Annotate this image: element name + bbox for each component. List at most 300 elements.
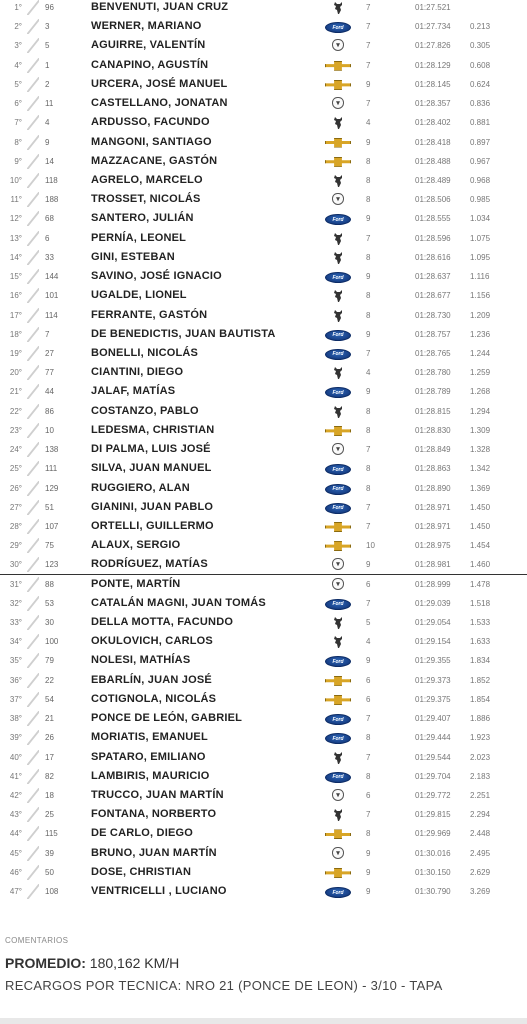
car-number-cell: 108 bbox=[45, 887, 59, 897]
driver-name-cell: MANGONI, SANTIAGO bbox=[91, 135, 212, 148]
table-row bbox=[0, 651, 527, 670]
lap-time-cell: 01:30.016 bbox=[415, 848, 451, 858]
laps-cell: 7 bbox=[366, 598, 371, 608]
table-row bbox=[0, 594, 527, 613]
gap-cell: 0.967 bbox=[470, 156, 491, 166]
laps-cell: 7 bbox=[366, 502, 371, 512]
row-divider-slash bbox=[27, 692, 39, 707]
car-number-cell: 9 bbox=[45, 137, 50, 147]
row-divider-slash bbox=[27, 519, 39, 534]
lap-time-cell: 01:29.772 bbox=[415, 791, 451, 801]
gap-cell: 1.886 bbox=[470, 714, 491, 724]
car-number-cell: 107 bbox=[45, 521, 59, 531]
laps-cell: 5 bbox=[366, 618, 371, 628]
car-number-cell: 21 bbox=[45, 714, 54, 724]
row-divider-slash bbox=[27, 327, 39, 342]
ford-logo-icon bbox=[324, 885, 352, 898]
gap-cell: 1.095 bbox=[470, 252, 491, 262]
lap-time-cell: 01:28.971 bbox=[415, 502, 451, 512]
position-cell: 37° bbox=[9, 694, 22, 704]
laps-cell: 7 bbox=[366, 22, 371, 32]
driver-name-cell: BENVENUTI, JUAN CRUZ bbox=[91, 1, 229, 13]
position-cell: 22° bbox=[9, 406, 22, 416]
table-row bbox=[0, 17, 527, 36]
lap-time-cell: 01:28.975 bbox=[415, 541, 451, 551]
driver-name-cell: RODRÍGUEZ, MATÍAS bbox=[91, 558, 208, 571]
torino-bull-icon bbox=[324, 1, 352, 14]
ram-logo-icon: ▾ bbox=[332, 443, 344, 455]
laps-cell: 6 bbox=[366, 579, 371, 589]
average-speed-label: PROMEDIO: bbox=[5, 955, 86, 971]
ford-logo-icon: Ford bbox=[325, 330, 351, 341]
position-cell: 16° bbox=[9, 291, 22, 301]
chevrolet-bowtie-icon bbox=[324, 539, 352, 552]
comments-heading: COMENTARIOS bbox=[5, 936, 69, 945]
position-cell: 31° bbox=[9, 579, 22, 589]
lap-time-cell: 01:28.780 bbox=[415, 368, 451, 378]
lap-time-cell: 01:28.757 bbox=[415, 329, 451, 339]
table-row bbox=[0, 728, 527, 747]
row-divider-slash bbox=[27, 750, 39, 765]
ford-logo-icon: Ford bbox=[325, 599, 351, 610]
chevrolet-bowtie-icon bbox=[324, 59, 352, 72]
ram-logo-icon: ▾ bbox=[332, 789, 344, 801]
chevrolet-bowtie-icon bbox=[325, 676, 351, 686]
row-divider-slash bbox=[27, 596, 39, 611]
ford-logo-icon bbox=[324, 212, 352, 225]
chevrolet-bowtie-icon bbox=[325, 868, 351, 878]
gap-cell: 0.968 bbox=[470, 175, 491, 185]
position-cell: 9° bbox=[14, 156, 22, 166]
ford-logo-icon bbox=[324, 462, 352, 475]
row-divider-slash bbox=[27, 423, 39, 438]
table-row bbox=[0, 575, 527, 594]
lap-time-cell: 01:29.704 bbox=[415, 771, 451, 781]
lap-time-cell: 01:28.999 bbox=[415, 579, 451, 589]
ram-logo-icon: ▾ bbox=[332, 558, 344, 570]
laps-cell: 4 bbox=[366, 368, 371, 378]
laps-cell: 9 bbox=[366, 214, 371, 224]
car-number-cell: 5 bbox=[45, 41, 50, 51]
torino-bull-icon bbox=[324, 616, 352, 629]
technical-penalty-note: RECARGOS POR TECNICA: NRO 21 (PONCE DE LEON) - 3/10 - TAPA bbox=[5, 978, 443, 993]
ford-logo-icon bbox=[324, 270, 352, 283]
position-cell: 44° bbox=[9, 829, 22, 839]
position-cell: 20° bbox=[9, 368, 22, 378]
row-divider-slash bbox=[27, 154, 39, 169]
row-divider-slash bbox=[27, 481, 39, 496]
laps-cell: 9 bbox=[366, 560, 371, 570]
laps-cell: 9 bbox=[366, 272, 371, 282]
gap-cell: 1.633 bbox=[470, 637, 491, 647]
chevrolet-bowtie-icon bbox=[325, 61, 351, 71]
laps-cell: 7 bbox=[366, 521, 371, 531]
torino-bull-icon bbox=[332, 405, 344, 419]
laps-cell: 7 bbox=[366, 99, 371, 109]
car-number-cell: 3 bbox=[45, 22, 50, 32]
table-row bbox=[0, 382, 527, 401]
lap-time-cell: 01:28.677 bbox=[415, 291, 451, 301]
gap-cell: 0.836 bbox=[470, 99, 491, 109]
row-divider-slash bbox=[27, 711, 39, 726]
lap-time-cell: 01:28.129 bbox=[415, 60, 451, 70]
car-number-cell: 17 bbox=[45, 752, 54, 762]
car-number-cell: 118 bbox=[45, 175, 58, 185]
position-cell: 26° bbox=[9, 483, 22, 493]
driver-name-cell: AGUIRRE, VALENTÍN bbox=[91, 39, 206, 52]
driver-name-cell: JALAF, MATÍAS bbox=[91, 385, 176, 398]
row-divider-slash bbox=[27, 557, 39, 572]
lap-time-cell: 01:28.789 bbox=[415, 387, 451, 397]
driver-name-cell: TROSSET, NICOLÁS bbox=[91, 193, 201, 206]
gap-cell: 1.309 bbox=[470, 425, 491, 435]
car-number-cell: 51 bbox=[45, 502, 54, 512]
driver-name-cell: PERNÍA, LEONEL bbox=[91, 231, 187, 244]
gap-cell: 1.923 bbox=[470, 733, 491, 743]
position-cell: 38° bbox=[9, 714, 22, 724]
gap-cell: 3.269 bbox=[470, 887, 491, 897]
table-row bbox=[0, 421, 527, 440]
car-number-cell: 100 bbox=[45, 637, 59, 647]
laps-cell: 8 bbox=[366, 829, 371, 839]
car-number-cell: 1 bbox=[45, 60, 50, 70]
laps-cell: 9 bbox=[366, 867, 371, 877]
laps-cell: 9 bbox=[366, 79, 371, 89]
ram-logo-icon bbox=[324, 443, 352, 456]
position-cell: 5° bbox=[14, 79, 22, 89]
table-row bbox=[0, 786, 527, 805]
laps-cell: 9 bbox=[366, 387, 371, 397]
laps-cell: 9 bbox=[366, 137, 371, 147]
row-divider-slash bbox=[27, 269, 39, 284]
position-cell: 47° bbox=[9, 887, 22, 897]
lap-time-cell: 01:29.373 bbox=[415, 675, 451, 685]
car-number-cell: 54 bbox=[45, 694, 54, 704]
car-number-cell: 30 bbox=[45, 618, 54, 628]
row-divider-slash bbox=[27, 0, 39, 15]
row-divider-slash bbox=[27, 96, 39, 111]
ram-logo-icon: ▾ bbox=[332, 97, 344, 109]
car-number-cell: 44 bbox=[45, 387, 54, 397]
gap-cell: 1.342 bbox=[470, 464, 491, 474]
driver-name-cell: CIANTINI, DIEGO bbox=[91, 366, 184, 379]
table-row bbox=[0, 0, 527, 17]
lap-time-cell: 01:30.790 bbox=[415, 887, 451, 897]
driver-name-cell: COTIGNOLA, NICOLÁS bbox=[91, 692, 217, 705]
torino-bull-icon bbox=[332, 289, 344, 303]
ram-logo-icon bbox=[324, 193, 352, 206]
lap-time-cell: 01:28.830 bbox=[415, 425, 451, 435]
car-number-cell: 2 bbox=[45, 79, 50, 89]
position-cell: 34° bbox=[9, 637, 22, 647]
driver-name-cell: SPATARO, EMILIANO bbox=[91, 750, 206, 763]
driver-name-cell: LAMBIRIS, MAURICIO bbox=[91, 769, 210, 782]
driver-name-cell: EBARLÍN, JUAN JOSÉ bbox=[91, 673, 212, 686]
row-divider-slash bbox=[27, 615, 39, 630]
position-cell: 25° bbox=[9, 464, 22, 474]
row-divider-slash bbox=[27, 826, 39, 841]
car-number-cell: 111 bbox=[45, 464, 58, 474]
car-number-cell: 25 bbox=[45, 810, 54, 820]
driver-name-cell: URCERA, JOSÉ MANUEL bbox=[91, 77, 228, 90]
laps-cell: 8 bbox=[366, 483, 371, 493]
ford-logo-icon bbox=[324, 712, 352, 725]
ram-logo-icon: ▾ bbox=[332, 39, 344, 51]
lap-time-cell: 01:29.154 bbox=[415, 637, 451, 647]
ford-logo-icon bbox=[324, 654, 352, 667]
row-divider-slash bbox=[27, 788, 39, 803]
ford-logo-icon: Ford bbox=[325, 214, 351, 225]
table-row bbox=[0, 536, 527, 555]
table-row bbox=[0, 882, 527, 901]
gap-cell: 2.495 bbox=[470, 848, 491, 858]
gap-cell: 1.259 bbox=[470, 368, 491, 378]
ford-logo-icon: Ford bbox=[325, 484, 351, 495]
gap-cell: 0.897 bbox=[470, 137, 491, 147]
position-cell: 21° bbox=[9, 387, 22, 397]
table-row bbox=[0, 805, 527, 824]
ram-logo-icon: ▾ bbox=[332, 578, 344, 590]
row-divider-slash bbox=[27, 250, 39, 265]
laps-cell: 7 bbox=[366, 810, 371, 820]
gap-cell: 1.450 bbox=[470, 502, 491, 512]
table-row bbox=[0, 94, 527, 113]
driver-name-cell: PONCE DE LEÓN, GABRIEL bbox=[91, 712, 243, 725]
torino-bull-icon bbox=[332, 808, 344, 822]
gap-cell: 1.294 bbox=[470, 406, 491, 416]
footer-bar bbox=[0, 1018, 527, 1024]
car-number-cell: 138 bbox=[45, 445, 59, 455]
driver-name-cell: DOSE, CHRISTIAN bbox=[91, 865, 192, 878]
row-divider-slash bbox=[27, 346, 39, 361]
gap-cell: 2.294 bbox=[470, 810, 491, 820]
ford-logo-icon: Ford bbox=[325, 349, 351, 360]
position-cell: 6° bbox=[14, 99, 22, 109]
driver-name-cell: MAZZACANE, GASTÓN bbox=[91, 154, 218, 167]
torino-bull-icon bbox=[324, 405, 352, 418]
gap-cell: 0.881 bbox=[470, 118, 491, 128]
lap-time-cell: 01:28.418 bbox=[415, 137, 451, 147]
driver-name-cell: MORIATIS, EMANUEL bbox=[91, 731, 208, 744]
table-row bbox=[0, 229, 527, 248]
lap-time-cell: 01:29.544 bbox=[415, 752, 451, 762]
row-divider-slash bbox=[27, 653, 39, 668]
position-cell: 18° bbox=[9, 329, 22, 339]
torino-bull-icon bbox=[332, 635, 344, 649]
laps-cell: 9 bbox=[366, 656, 371, 666]
ford-logo-icon: Ford bbox=[325, 887, 351, 898]
lap-time-cell: 01:28.637 bbox=[415, 272, 451, 282]
lap-time-cell: 01:30.150 bbox=[415, 867, 451, 877]
laps-cell: 6 bbox=[366, 791, 371, 801]
lap-time-cell: 01:29.375 bbox=[415, 694, 451, 704]
gap-cell: 0.985 bbox=[470, 195, 491, 205]
position-cell: 8° bbox=[14, 137, 22, 147]
driver-name-cell: CASTELLANO, JONATAN bbox=[91, 97, 228, 110]
ram-logo-icon bbox=[324, 97, 352, 110]
ram-logo-icon bbox=[324, 847, 352, 860]
driver-name-cell: UGALDE, LIONEL bbox=[91, 289, 187, 302]
table-row bbox=[0, 863, 527, 882]
table-row bbox=[0, 190, 527, 209]
table-row bbox=[0, 479, 527, 498]
ford-logo-icon bbox=[324, 328, 352, 341]
gap-cell: 2.629 bbox=[470, 867, 491, 877]
car-number-cell: 18 bbox=[45, 791, 54, 801]
gap-cell: 1.209 bbox=[470, 310, 491, 320]
lap-time-cell: 01:28.890 bbox=[415, 483, 451, 493]
lap-time-cell: 01:28.555 bbox=[415, 214, 451, 224]
lap-time-cell: 01:28.815 bbox=[415, 406, 451, 416]
table-row bbox=[0, 75, 527, 94]
ram-logo-icon bbox=[324, 578, 352, 591]
laps-cell: 7 bbox=[366, 714, 371, 724]
car-number-cell: 82 bbox=[45, 771, 54, 781]
torino-bull-icon bbox=[332, 232, 344, 246]
laps-cell: 8 bbox=[366, 291, 371, 301]
laps-cell: 7 bbox=[366, 60, 371, 70]
row-divider-slash bbox=[27, 365, 39, 380]
laps-cell: 8 bbox=[366, 195, 371, 205]
driver-name-cell: GIANINI, JUAN PABLO bbox=[91, 500, 214, 513]
driver-name-cell: DELLA MOTTA, FACUNDO bbox=[91, 616, 234, 629]
row-divider-slash bbox=[27, 461, 39, 476]
lap-time-cell: 01:28.145 bbox=[415, 79, 451, 89]
row-divider-slash bbox=[27, 404, 39, 419]
laps-cell: 7 bbox=[366, 445, 371, 455]
table-row bbox=[0, 325, 527, 344]
gap-cell: 1.156 bbox=[470, 291, 491, 301]
ford-logo-icon bbox=[324, 20, 352, 33]
gap-cell: 1.075 bbox=[470, 233, 491, 243]
ford-logo-icon: Ford bbox=[325, 503, 351, 514]
torino-bull-icon bbox=[332, 366, 344, 380]
ford-logo-icon: Ford bbox=[325, 22, 351, 33]
average-speed bbox=[5, 955, 179, 971]
chevrolet-bowtie-icon bbox=[325, 695, 351, 705]
position-cell: 7° bbox=[14, 118, 22, 128]
torino-bull-icon bbox=[332, 751, 344, 765]
gap-cell: 1.236 bbox=[470, 329, 491, 339]
row-divider-slash bbox=[27, 173, 39, 188]
chevrolet-bowtie-icon bbox=[324, 693, 352, 706]
car-number-cell: 123 bbox=[45, 560, 59, 570]
table-row bbox=[0, 632, 527, 651]
table-row bbox=[0, 440, 527, 459]
gap-cell: 1.834 bbox=[470, 656, 491, 666]
position-cell: 10° bbox=[9, 175, 22, 185]
laps-cell: 8 bbox=[366, 252, 371, 262]
laps-cell: 9 bbox=[366, 848, 371, 858]
driver-name-cell: SANTERO, JULIÁN bbox=[91, 212, 194, 225]
driver-name-cell: TRUCCO, JUAN MARTÍN bbox=[91, 789, 224, 802]
laps-cell: 6 bbox=[366, 675, 371, 685]
driver-name-cell: WERNER, MARIANO bbox=[91, 20, 202, 33]
gap-cell: 2.251 bbox=[470, 791, 491, 801]
position-cell: 24° bbox=[9, 445, 22, 455]
position-cell: 17° bbox=[9, 310, 22, 320]
lap-time-cell: 01:28.616 bbox=[415, 252, 451, 262]
table-row bbox=[0, 767, 527, 786]
gap-cell: 1.852 bbox=[470, 675, 491, 685]
gap-cell: 1.116 bbox=[470, 272, 490, 282]
car-number-cell: 101 bbox=[45, 291, 59, 301]
row-divider-slash bbox=[27, 77, 39, 92]
car-number-cell: 129 bbox=[45, 483, 59, 493]
lap-time-cell: 01:27.734 bbox=[415, 22, 451, 32]
ford-logo-icon bbox=[324, 347, 352, 360]
car-number-cell: 39 bbox=[45, 848, 54, 858]
lap-time-cell: 01:28.596 bbox=[415, 233, 451, 243]
driver-name-cell: FONTANA, NORBERTO bbox=[91, 808, 217, 821]
position-cell: 43° bbox=[9, 810, 22, 820]
laps-cell: 8 bbox=[366, 406, 371, 416]
gap-cell: 1.460 bbox=[470, 560, 491, 570]
position-cell: 23° bbox=[9, 425, 22, 435]
laps-cell: 8 bbox=[366, 425, 371, 435]
row-divider-slash bbox=[27, 442, 39, 457]
ram-logo-icon bbox=[324, 39, 352, 52]
car-number-cell: 188 bbox=[45, 195, 59, 205]
lap-time-cell: 01:28.971 bbox=[415, 521, 451, 531]
car-number-cell: 144 bbox=[45, 272, 59, 282]
gap-cell: 2.448 bbox=[470, 829, 491, 839]
torino-bull-icon bbox=[324, 808, 352, 821]
gap-cell: 0.213 bbox=[470, 22, 491, 32]
car-number-cell: 68 bbox=[45, 214, 54, 224]
position-cell: 13° bbox=[9, 233, 22, 243]
table-row bbox=[0, 267, 527, 286]
chevrolet-bowtie-icon bbox=[324, 827, 352, 840]
ford-logo-icon bbox=[324, 597, 352, 610]
laps-cell: 8 bbox=[366, 175, 371, 185]
lap-time-cell: 01:29.039 bbox=[415, 598, 451, 608]
table-row bbox=[0, 671, 527, 690]
lap-time-cell: 01:29.407 bbox=[415, 714, 451, 724]
position-cell: 39° bbox=[9, 733, 22, 743]
lap-time-cell: 01:28.981 bbox=[415, 560, 451, 570]
table-row bbox=[0, 459, 527, 478]
position-cell: 27° bbox=[9, 502, 22, 512]
row-divider-slash bbox=[27, 38, 39, 53]
row-divider-slash bbox=[27, 192, 39, 207]
position-cell: 2° bbox=[14, 22, 22, 32]
car-number-cell: 114 bbox=[45, 310, 58, 320]
chevrolet-bowtie-icon bbox=[325, 829, 351, 839]
laps-cell: 7 bbox=[366, 41, 371, 51]
gap-cell: 1.328 bbox=[470, 445, 491, 455]
row-divider-slash bbox=[27, 769, 39, 784]
torino-bull-icon bbox=[324, 289, 352, 302]
driver-name-cell: BRUNO, JUAN MARTÍN bbox=[91, 846, 217, 859]
car-number-cell: 53 bbox=[45, 598, 54, 608]
gap-cell: 0.624 bbox=[470, 79, 491, 89]
table-row bbox=[0, 209, 527, 228]
ram-logo-icon: ▾ bbox=[332, 847, 344, 859]
laps-cell: 4 bbox=[366, 637, 371, 647]
chevrolet-bowtie-icon bbox=[324, 424, 352, 437]
gap-cell: 1.369 bbox=[470, 483, 491, 493]
chevrolet-bowtie-icon bbox=[325, 157, 351, 167]
ford-logo-icon: Ford bbox=[325, 714, 351, 725]
car-number-cell: 7 bbox=[45, 329, 50, 339]
lap-time-cell: 01:29.815 bbox=[415, 810, 451, 820]
car-number-cell: 79 bbox=[45, 656, 54, 666]
torino-bull-icon bbox=[324, 309, 352, 322]
lap-time-cell: 01:29.355 bbox=[415, 656, 451, 666]
driver-name-cell: GINI, ESTEBAN bbox=[91, 250, 175, 263]
table-row bbox=[0, 171, 527, 190]
